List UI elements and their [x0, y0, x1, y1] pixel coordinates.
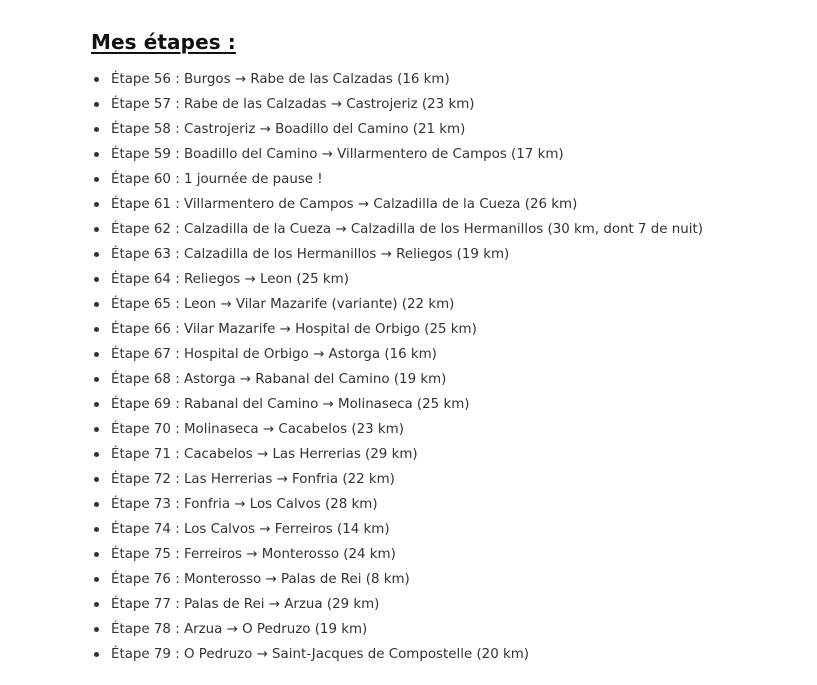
bullet-icon — [94, 227, 99, 232]
bullet-icon — [94, 552, 99, 557]
stage-text: Étape 59 : Boadillo del Camino → Villarmentero de Campos (17 km) — [111, 147, 564, 162]
stage-item — [91, 67, 791, 92]
stage-item — [91, 417, 791, 442]
bullet-icon — [94, 277, 99, 282]
stage-item — [91, 542, 791, 567]
bullet-icon — [94, 302, 99, 307]
stage-text: Étape 63 : Calzadilla de los Hermanillos → Reliegos (19 km) — [111, 247, 510, 262]
bullet-icon — [94, 577, 99, 582]
bullet-icon — [94, 377, 99, 382]
stage-text: Étape 72 : Las Herrerias → Fonfria (22 km) — [111, 472, 395, 487]
stage-item — [91, 317, 791, 342]
stage-item — [91, 517, 791, 542]
bullet-icon — [94, 427, 99, 432]
stage-text: Étape 60 : 1 journée de pause ! — [111, 172, 323, 187]
stage-text: Étape 69 : Rabanal del Camino → Molinaseca (25 km) — [111, 397, 470, 412]
stage-item — [91, 242, 791, 267]
stage-text: Étape 57 : Rabe de las Calzadas → Castrojeriz (23 km) — [111, 97, 475, 112]
stage-item — [91, 392, 791, 417]
bullet-icon — [94, 602, 99, 607]
stage-item — [91, 567, 791, 592]
stage-item — [91, 492, 791, 517]
bullet-icon — [94, 127, 99, 132]
bullet-icon — [94, 327, 99, 332]
stage-item — [91, 367, 791, 392]
stage-item — [91, 467, 791, 492]
bullet-icon — [94, 452, 99, 457]
page-heading: Mes étapes : — [91, 30, 236, 54]
stage-item — [91, 192, 791, 217]
stage-item — [91, 617, 791, 642]
stage-text: Étape 68 : Astorga → Rabanal del Camino (19 km) — [111, 372, 447, 387]
stage-item — [91, 592, 791, 617]
bullet-icon — [94, 77, 99, 82]
stage-text: Étape 58 : Castrojeriz → Boadillo del Camino (21 km) — [111, 122, 466, 137]
stage-item — [91, 92, 791, 117]
stage-text: Étape 67 : Hospital de Orbigo → Astorga (16 km) — [111, 347, 437, 362]
stage-text: Étape 78 : Arzua → O Pedruzo (19 km) — [111, 622, 368, 637]
stage-text: Étape 66 : Vilar Mazarife → Hospital de Orbigo (25 km) — [111, 322, 477, 337]
stage-item — [91, 217, 791, 242]
stage-text: Étape 71 : Cacabelos → Las Herrerias (29 km) — [111, 447, 418, 462]
stage-text: Étape 74 : Los Calvos → Ferreiros (14 km) — [111, 522, 390, 537]
stage-text: Étape 73 : Fonfria → Los Calvos (28 km) — [111, 497, 378, 512]
stages-section — [91, 28, 791, 667]
stage-text: Étape 62 : Calzadilla de la Cueza → Calzadilla de los Hermanillos (30 km, dont 7 de nuit) — [111, 222, 703, 237]
bullet-icon — [94, 202, 99, 207]
stage-item — [91, 142, 791, 167]
stage-text: Étape 79 : O Pedruzo → Saint-Jacques de Compostelle (20 km) — [111, 647, 529, 662]
stage-item — [91, 342, 791, 367]
bullet-icon — [94, 477, 99, 482]
stage-item — [91, 117, 791, 142]
stage-text: Étape 77 : Palas de Rei → Arzua (29 km) — [111, 597, 380, 612]
stage-text: Étape 64 : Reliegos → Leon (25 km) — [111, 272, 349, 287]
bullet-icon — [94, 252, 99, 257]
stage-text: Étape 56 : Burgos → Rabe de las Calzadas (16 km) — [111, 72, 450, 87]
stage-text: Étape 65 : Leon → Vilar Mazarife (variante) (22 km) — [111, 297, 455, 312]
stage-item — [91, 442, 791, 467]
bullet-icon — [94, 627, 99, 632]
bullet-icon — [94, 502, 99, 507]
stage-item — [91, 167, 791, 192]
bullet-icon — [94, 152, 99, 157]
stage-item — [91, 642, 791, 667]
stage-item — [91, 292, 791, 317]
stage-text: Étape 70 : Molinaseca → Cacabelos (23 km) — [111, 422, 404, 437]
bullet-icon — [94, 102, 99, 107]
bullet-icon — [94, 177, 99, 182]
stage-text: Étape 76 : Monterosso → Palas de Rei (8 km) — [111, 572, 410, 587]
stage-text: Étape 61 : Villarmentero de Campos → Calzadilla de la Cueza (26 km) — [111, 197, 578, 212]
bullet-icon — [94, 402, 99, 407]
bullet-icon — [94, 527, 99, 532]
stage-text: Étape 75 : Ferreiros → Monterosso (24 km) — [111, 547, 396, 562]
bullet-icon — [94, 352, 99, 357]
stage-item — [91, 267, 791, 292]
bullet-icon — [94, 652, 99, 657]
stage-list — [91, 67, 791, 667]
